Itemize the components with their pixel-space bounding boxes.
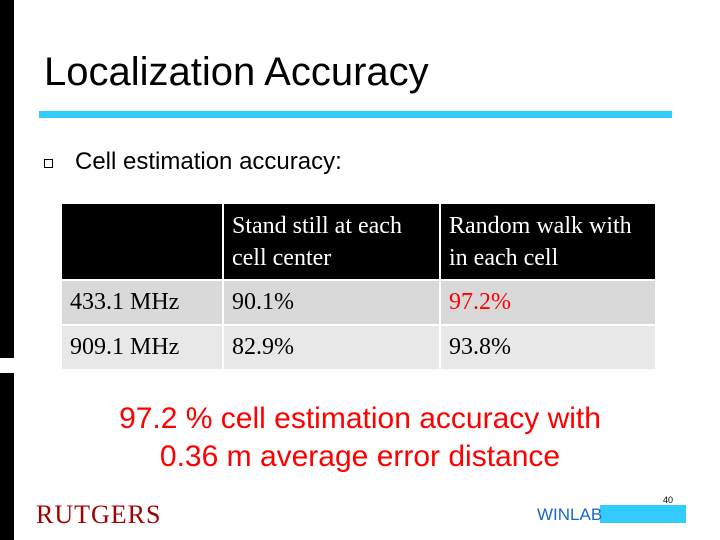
page-number: 40 xyxy=(663,495,674,505)
table-row xyxy=(62,280,655,325)
table-row xyxy=(62,325,655,370)
winlab-logo: WINLAB xyxy=(537,505,603,524)
summary-text xyxy=(60,400,660,476)
summary-line: 0.36 m average error distance xyxy=(159,440,561,473)
left-accent-bar-top xyxy=(0,0,14,358)
bullet-text: Cell estimation accuracy: xyxy=(75,148,342,175)
rutgers-logo: RUTGERS xyxy=(36,500,162,529)
table-cell-highlight: 97.2% xyxy=(440,280,655,325)
table-header-row xyxy=(62,204,655,280)
slide-title: Localization Accuracy xyxy=(44,50,429,94)
title-underline xyxy=(39,111,672,118)
table-header-cell: Stand still at each cell center xyxy=(223,204,440,280)
table-cell: 82.9% xyxy=(223,325,440,370)
table-header-cell xyxy=(62,204,223,280)
summary-line: 97.2 % cell estimation accuracy with xyxy=(119,402,601,435)
left-accent-bar-bottom xyxy=(0,373,14,540)
table-cell: 90.1% xyxy=(223,280,440,325)
table-row-label: 433.1 MHz xyxy=(62,280,223,325)
bullet-item xyxy=(44,148,342,176)
square-bullet-icon xyxy=(44,159,53,168)
winlab-accent-bar xyxy=(600,505,686,523)
table-header-cell: Random walk with in each cell xyxy=(440,204,655,280)
table-row-label: 909.1 MHz xyxy=(62,325,223,370)
table-cell: 93.8% xyxy=(440,325,655,370)
accuracy-table xyxy=(62,204,655,371)
